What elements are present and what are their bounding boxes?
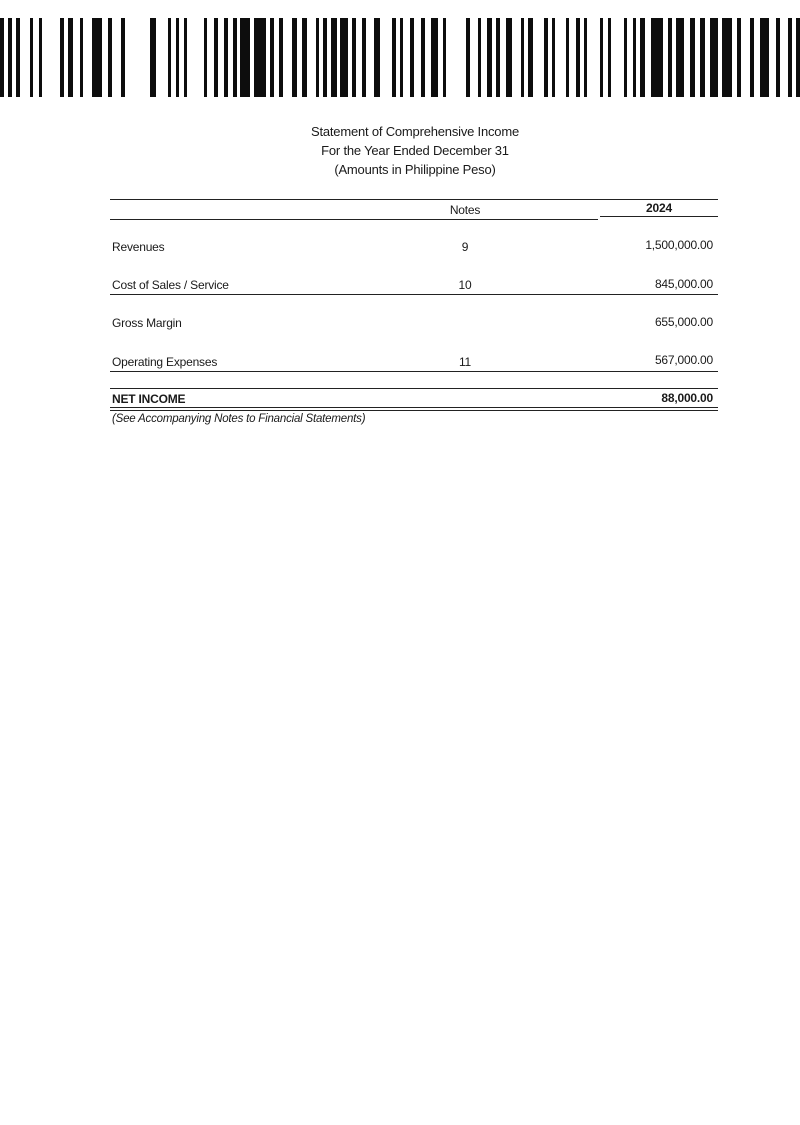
net-income-double-rule-2 <box>110 410 718 411</box>
barcode-bar <box>374 18 380 97</box>
barcode-bar <box>0 18 4 97</box>
cost-of-sales-note: 10 <box>458 278 472 292</box>
revenues-amount: 1,500,000.00 <box>645 238 713 252</box>
year-column-header: 2024 <box>646 201 672 215</box>
barcode-bar <box>737 18 741 97</box>
operating-expenses-amount: 567,000.00 <box>654 353 713 367</box>
barcode-bar <box>270 18 274 97</box>
cost-of-sales-label: Cost of Sales / Service <box>112 278 229 292</box>
barcode-bar <box>240 18 250 97</box>
barcode-bar <box>700 18 705 97</box>
barcode-bar <box>184 18 187 97</box>
barcode-bar <box>16 18 20 97</box>
barcode-bar <box>168 18 171 97</box>
barcode-bar <box>788 18 792 97</box>
barcode-bar <box>316 18 319 97</box>
barcode-bar <box>108 18 112 97</box>
barcode-bar <box>576 18 580 97</box>
barcode-bar <box>121 18 125 97</box>
barcode-bar <box>30 18 33 97</box>
net-income-amount: 88,000.00 <box>661 391 713 405</box>
barcode-bar <box>668 18 672 97</box>
barcode-bar <box>421 18 425 97</box>
barcode-bar <box>624 18 627 97</box>
barcode-bar <box>176 18 179 97</box>
gross-margin-amount: 655,000.00 <box>654 315 713 329</box>
barcode-bar <box>443 18 446 97</box>
barcode-bar <box>92 18 102 97</box>
barcode-bar <box>796 18 800 97</box>
barcode-bar <box>487 18 492 97</box>
net-income-label: NET INCOME <box>112 392 186 406</box>
barcode-bar <box>431 18 438 97</box>
operating-expenses-rule <box>110 371 718 372</box>
barcode-bar <box>528 18 533 97</box>
net-income-top-rule <box>110 388 718 389</box>
barcode-bar <box>392 18 396 97</box>
barcode-bar <box>633 18 636 97</box>
barcode-bar <box>651 18 663 97</box>
table-top-rule <box>110 199 718 200</box>
barcode <box>0 0 800 97</box>
barcode-bar <box>204 18 207 97</box>
barcode-bar <box>224 18 228 97</box>
barcode-bar <box>750 18 754 97</box>
barcode-bar <box>690 18 695 97</box>
barcode-bar <box>676 18 684 97</box>
barcode-bar <box>410 18 414 97</box>
barcode-bar <box>362 18 366 97</box>
cost-of-sales-rule <box>110 294 718 295</box>
barcode-bar <box>640 18 645 97</box>
statement-title: Statement of Comprehensive Income <box>310 124 519 139</box>
barcode-bar <box>722 18 732 97</box>
barcode-bar <box>552 18 555 97</box>
barcode-bar <box>292 18 297 97</box>
statement-period: For the Year Ended December 31 <box>321 143 509 158</box>
barcode-bar <box>544 18 548 97</box>
barcode-bar <box>584 18 587 97</box>
barcode-bar <box>340 18 348 97</box>
barcode-bar <box>323 18 327 97</box>
statement-header <box>0 122 800 179</box>
header-bottom-rule-year <box>600 216 718 217</box>
operating-expenses-label: Operating Expenses <box>112 355 218 369</box>
barcode-bar <box>214 18 218 97</box>
barcode-bar <box>466 18 470 97</box>
barcode-bar <box>68 18 73 97</box>
barcode-bar <box>60 18 64 97</box>
barcode-bar <box>80 18 83 97</box>
barcode-bar <box>8 18 12 97</box>
barcode-bar <box>478 18 481 97</box>
revenues-label: Revenues <box>112 240 165 254</box>
notes-column-header: Notes <box>449 203 481 217</box>
barcode-bar <box>254 18 266 97</box>
barcode-bar <box>400 18 403 97</box>
barcode-bar <box>150 18 156 97</box>
barcode-bar <box>521 18 524 97</box>
barcode-bar <box>496 18 500 97</box>
barcode-bar <box>233 18 237 97</box>
barcode-bar <box>352 18 356 97</box>
revenues-note: 9 <box>461 240 469 254</box>
barcode-bar <box>710 18 718 97</box>
footnote: (See Accompanying Notes to Financial Statements) <box>112 413 366 425</box>
barcode-bar <box>331 18 337 97</box>
barcode-bar <box>566 18 569 97</box>
barcode-bar <box>279 18 283 97</box>
barcode-bar <box>608 18 611 97</box>
gross-margin-label: Gross Margin <box>112 316 182 330</box>
barcode-bar <box>302 18 307 97</box>
statement-currency: (Amounts in Philippine Peso) <box>334 162 496 177</box>
barcode-bar <box>760 18 769 97</box>
header-bottom-rule-left <box>110 219 598 220</box>
barcode-bar <box>776 18 780 97</box>
barcode-bar <box>506 18 512 97</box>
net-income-double-rule-1 <box>110 407 718 408</box>
operating-expenses-note: 11 <box>458 355 472 369</box>
barcode-bar <box>600 18 603 97</box>
cost-of-sales-amount: 845,000.00 <box>654 277 713 291</box>
barcode-bar <box>39 18 42 97</box>
